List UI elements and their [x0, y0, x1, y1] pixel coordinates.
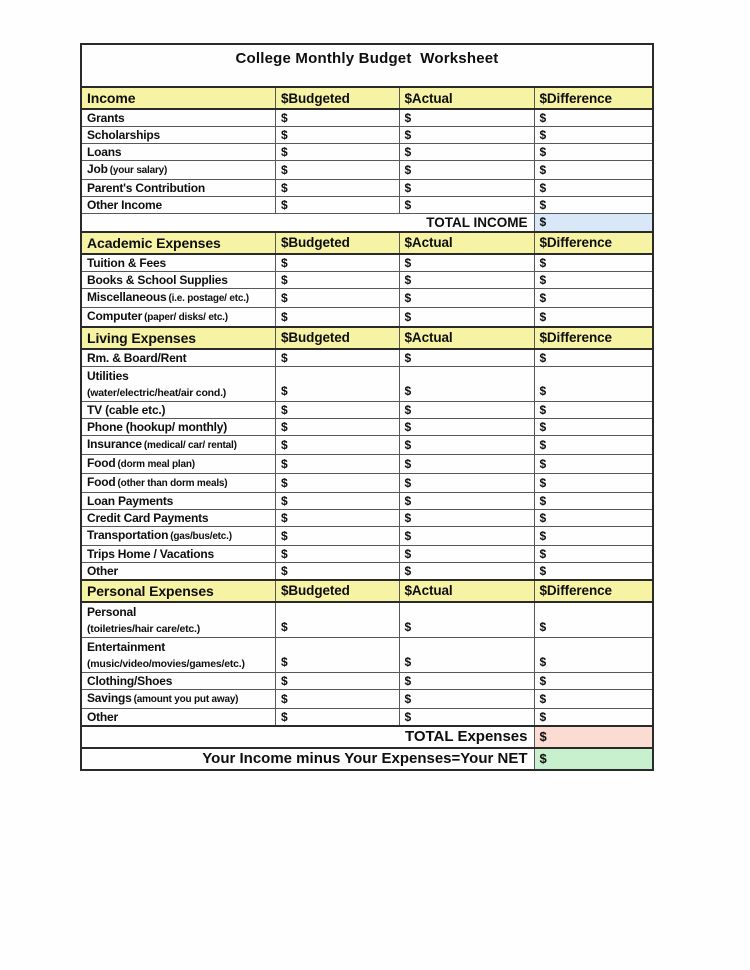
budgeted-amount-cell — [275, 689, 399, 708]
dollar-sign: $ — [280, 350, 288, 365]
row-sublabel: (i.e. postage/ etc.) — [168, 292, 249, 304]
table-row — [81, 637, 653, 672]
table-row — [81, 161, 653, 180]
column-header: $Difference — [534, 327, 653, 349]
dollar-sign: $ — [280, 272, 288, 287]
table-row — [81, 454, 653, 473]
budgeted-amount-cell — [275, 307, 399, 327]
dollar-sign: $ — [539, 198, 547, 212]
dollar-sign: $ — [280, 145, 288, 159]
dollar-sign: $ — [539, 419, 547, 434]
difference-amount-cell — [534, 672, 653, 689]
row-label: Transportation — [87, 527, 169, 542]
row-label: Food — [87, 455, 116, 470]
budget-table-rows — [81, 44, 653, 770]
total-expenses-row — [81, 726, 653, 748]
row-label: Other — [87, 563, 119, 578]
row-label-cell — [81, 288, 275, 307]
actual-amount-cell — [399, 197, 534, 214]
dollar-sign: $ — [280, 510, 288, 525]
table-row — [81, 127, 653, 144]
row-label-cell — [81, 144, 275, 161]
budgeted-amount-cell — [275, 271, 399, 288]
row-label-cell — [81, 526, 275, 545]
dollar-sign: $ — [404, 437, 412, 452]
table-row — [81, 509, 653, 526]
budgeted-amount-cell — [275, 366, 399, 401]
dollar-sign: $ — [404, 290, 412, 305]
dollar-sign: $ — [539, 181, 547, 195]
table-row — [81, 197, 653, 214]
column-header: $Difference — [534, 87, 653, 109]
difference-amount-cell — [534, 401, 653, 418]
section-header-row — [81, 87, 653, 109]
dollar-sign: $ — [539, 255, 547, 270]
difference-amount-cell — [534, 109, 653, 127]
dollar-sign: $ — [404, 145, 412, 159]
row-label-cell — [81, 689, 275, 708]
dollar-sign: $ — [404, 563, 412, 578]
actual-amount-cell — [399, 637, 534, 672]
table-row — [81, 435, 653, 454]
dollar-sign: $ — [539, 437, 547, 452]
row-label: Phone (hookup/ monthly) — [87, 419, 228, 434]
budgeted-amount-cell — [275, 454, 399, 473]
row-label: Savings — [87, 690, 132, 705]
difference-amount-cell — [534, 366, 653, 401]
total-income-row — [81, 214, 653, 232]
dollar-sign: $ — [280, 528, 288, 543]
dollar-sign: $ — [404, 255, 412, 270]
difference-amount-cell — [534, 509, 653, 526]
row-label-cell — [81, 637, 275, 672]
row-label: Credit Card Payments — [87, 510, 209, 525]
difference-amount-cell — [534, 492, 653, 509]
row-label: Utilities — [87, 368, 129, 383]
dollar-sign: $ — [280, 419, 288, 434]
actual-amount-cell — [399, 418, 534, 435]
table-row — [81, 349, 653, 367]
dollar-sign: $ — [404, 709, 412, 724]
net-label: Your Income minus Your Expenses=Your NET — [81, 748, 534, 770]
table-row — [81, 271, 653, 288]
row-sublabel: (music/video/movies/games/etc.) — [87, 657, 245, 670]
budgeted-amount-cell — [275, 418, 399, 435]
actual-amount-cell — [399, 435, 534, 454]
budgeted-amount-cell — [275, 197, 399, 214]
difference-amount-cell — [534, 307, 653, 327]
column-header: $Difference — [534, 580, 653, 602]
difference-amount-cell — [534, 473, 653, 492]
row-label: Entertainment — [87, 639, 166, 654]
row-label: Miscellaneous — [87, 289, 167, 304]
budgeted-amount-cell — [275, 637, 399, 672]
row-label: Other — [87, 709, 119, 724]
table-row — [81, 109, 653, 127]
difference-amount-cell — [534, 637, 653, 672]
row-label-cell — [81, 109, 275, 127]
table-row — [81, 526, 653, 545]
actual-amount-cell — [399, 526, 534, 545]
actual-amount-cell — [399, 602, 534, 638]
row-label-cell — [81, 271, 275, 288]
budgeted-amount-cell — [275, 161, 399, 180]
dollar-sign: $ — [539, 654, 547, 669]
row-label-cell — [81, 454, 275, 473]
dollar-sign: $ — [280, 456, 288, 471]
dollar-sign: $ — [539, 493, 547, 508]
actual-amount-cell — [399, 672, 534, 689]
row-sublabel: (toiletries/hair care/etc.) — [87, 622, 201, 635]
row-sublabel: (medical/ car/ rental) — [143, 439, 237, 451]
dollar-sign: $ — [280, 309, 288, 324]
dollar-sign: $ — [404, 528, 412, 543]
dollar-sign: $ — [539, 309, 547, 324]
row-label: Scholarships — [87, 128, 160, 142]
section-title: Living Expenses — [81, 327, 275, 349]
dollar-sign: $ — [404, 475, 412, 490]
dollar-sign: $ — [280, 654, 288, 669]
row-sublabel: (gas/bus/etc.) — [170, 530, 232, 542]
row-label: Books & School Supplies — [87, 272, 228, 287]
row-label: Rm. & Board/Rent — [87, 350, 187, 365]
actual-amount-cell — [399, 180, 534, 197]
dollar-sign: $ — [404, 673, 412, 688]
row-label-cell — [81, 602, 275, 638]
dollar-sign: $ — [280, 402, 288, 417]
dollar-sign: $ — [404, 111, 412, 125]
actual-amount-cell — [399, 349, 534, 367]
table-row — [81, 144, 653, 161]
dollar-sign: $ — [280, 709, 288, 724]
section-header-row — [81, 327, 653, 349]
budgeted-amount-cell — [275, 545, 399, 562]
dollar-sign: $ — [280, 255, 288, 270]
difference-amount-cell — [534, 271, 653, 288]
dollar-sign: $ — [404, 654, 412, 669]
row-sublabel: (paper/ disks/ etc.) — [144, 311, 228, 323]
dollar-sign: $ — [539, 563, 547, 578]
dollar-sign: $ — [539, 145, 547, 159]
table-row — [81, 180, 653, 197]
row-label: Loans — [87, 145, 122, 159]
actual-amount-cell — [399, 127, 534, 144]
difference-amount-cell — [534, 526, 653, 545]
section-title: Income — [81, 87, 275, 109]
dollar-sign: $ — [280, 493, 288, 508]
difference-amount-cell — [534, 708, 653, 726]
difference-amount-cell — [534, 602, 653, 638]
column-header: $Budgeted — [275, 327, 399, 349]
table-row — [81, 708, 653, 726]
row-label-cell — [81, 435, 275, 454]
dollar-sign: $ — [404, 402, 412, 417]
net-row — [81, 748, 653, 770]
dollar-sign: $ — [539, 290, 547, 305]
actual-amount-cell — [399, 109, 534, 127]
actual-amount-cell — [399, 708, 534, 726]
actual-amount-cell — [399, 271, 534, 288]
table-row — [81, 492, 653, 509]
dollar-sign: $ — [404, 619, 412, 634]
dollar-sign: $ — [539, 111, 547, 125]
budgeted-amount-cell — [275, 435, 399, 454]
row-label-cell — [81, 180, 275, 197]
budgeted-amount-cell — [275, 254, 399, 272]
dollar-sign: $ — [539, 272, 547, 287]
actual-amount-cell — [399, 509, 534, 526]
dollar-sign: $ — [280, 128, 288, 142]
row-label-cell — [81, 307, 275, 327]
section-title: Personal Expenses — [81, 580, 275, 602]
actual-amount-cell — [399, 254, 534, 272]
actual-amount-cell — [399, 545, 534, 562]
table-row — [81, 672, 653, 689]
row-label: Insurance — [87, 436, 142, 451]
row-label: Personal — [87, 604, 137, 619]
dollar-sign: $ — [280, 475, 288, 490]
dollar-sign: $ — [280, 181, 288, 195]
dollar-sign: $ — [280, 111, 288, 125]
dollar-sign: $ — [404, 383, 412, 398]
row-label-cell — [81, 127, 275, 144]
dollar-sign: $ — [404, 691, 412, 706]
dollar-sign: $ — [539, 128, 547, 142]
dollar-sign: $ — [539, 510, 547, 525]
dollar-sign: $ — [539, 546, 547, 561]
row-label-cell — [81, 161, 275, 180]
dollar-sign: $ — [539, 528, 547, 543]
budgeted-amount-cell — [275, 708, 399, 726]
dollar-sign: $ — [539, 619, 547, 634]
difference-amount-cell — [534, 545, 653, 562]
budgeted-amount-cell — [275, 180, 399, 197]
row-sublabel: (other than dorm meals) — [117, 477, 228, 489]
actual-amount-cell — [399, 689, 534, 708]
row-label: Computer — [87, 308, 143, 323]
difference-amount-cell — [534, 144, 653, 161]
row-sublabel: (amount you put away) — [133, 693, 239, 705]
difference-amount-cell — [534, 349, 653, 367]
dollar-sign: $ — [280, 619, 288, 634]
dollar-sign: $ — [404, 198, 412, 212]
budgeted-amount-cell — [275, 127, 399, 144]
dollar-sign: $ — [404, 163, 412, 177]
dollar-sign: $ — [280, 163, 288, 177]
difference-amount-cell — [534, 127, 653, 144]
dollar-sign: $ — [404, 350, 412, 365]
budgeted-amount-cell — [275, 144, 399, 161]
section-title: Academic Expenses — [81, 232, 275, 254]
dollar-sign: $ — [404, 419, 412, 434]
row-label-cell — [81, 418, 275, 435]
row-label: Food — [87, 474, 116, 489]
dollar-sign: $ — [280, 691, 288, 706]
dollar-sign: $ — [280, 198, 288, 212]
table-row — [81, 689, 653, 708]
row-label: Tuition & Fees — [87, 255, 166, 270]
dollar-sign: $ — [280, 437, 288, 452]
dollar-sign: $ — [404, 181, 412, 195]
dollar-sign: $ — [280, 546, 288, 561]
section-header-row — [81, 232, 653, 254]
row-label-cell — [81, 562, 275, 580]
row-label-cell — [81, 708, 275, 726]
budgeted-amount-cell — [275, 526, 399, 545]
actual-amount-cell — [399, 307, 534, 327]
table-row — [81, 366, 653, 401]
column-header: $Actual — [399, 580, 534, 602]
row-label-cell — [81, 254, 275, 272]
budgeted-amount-cell — [275, 492, 399, 509]
row-sublabel: (dorm meal plan) — [117, 458, 195, 470]
difference-amount-cell — [534, 254, 653, 272]
dollar-sign: $ — [539, 383, 547, 398]
section-header-row — [81, 580, 653, 602]
dollar-sign: $ — [539, 350, 547, 365]
row-label-cell — [81, 366, 275, 401]
row-label: Trips Home / Vacations — [87, 546, 214, 561]
table-row — [81, 254, 653, 272]
column-header: $Actual — [399, 327, 534, 349]
column-header: $Difference — [534, 232, 653, 254]
table-row — [81, 473, 653, 492]
table-row — [81, 562, 653, 580]
budgeted-amount-cell — [275, 288, 399, 307]
dollar-sign: $ — [539, 456, 547, 471]
dollar-sign: $ — [539, 673, 547, 688]
budgeted-amount-cell — [275, 509, 399, 526]
column-header: $Budgeted — [275, 232, 399, 254]
row-label: Grants — [87, 111, 125, 125]
dollar-sign: $ — [280, 290, 288, 305]
total-income-label: TOTAL INCOME — [81, 214, 534, 232]
row-label-cell — [81, 197, 275, 214]
actual-amount-cell — [399, 366, 534, 401]
budgeted-amount-cell — [275, 672, 399, 689]
row-label: Job — [87, 162, 108, 176]
row-label-cell — [81, 349, 275, 367]
worksheet-title: College Monthly Budget Worksheet — [81, 44, 653, 87]
difference-amount-cell — [534, 197, 653, 214]
dollar-sign: $ — [539, 475, 547, 490]
difference-amount-cell — [534, 689, 653, 708]
dollar-sign: $ — [404, 272, 412, 287]
dollar-sign: $ — [539, 163, 547, 177]
dollar-sign: $ — [404, 309, 412, 324]
actual-amount-cell — [399, 401, 534, 418]
dollar-sign: $ — [280, 563, 288, 578]
row-label-cell — [81, 545, 275, 562]
budgeted-amount-cell — [275, 473, 399, 492]
total-expenses-label: TOTAL Expenses — [81, 726, 534, 748]
budgeted-amount-cell — [275, 562, 399, 580]
total-expenses-value: $ — [534, 726, 653, 748]
dollar-sign: $ — [404, 493, 412, 508]
dollar-sign: $ — [404, 456, 412, 471]
row-label: Loan Payments — [87, 493, 174, 508]
actual-amount-cell — [399, 562, 534, 580]
budget-table — [80, 43, 654, 771]
table-row — [81, 401, 653, 418]
title-row — [81, 44, 653, 87]
difference-amount-cell — [534, 562, 653, 580]
dollar-sign: $ — [404, 546, 412, 561]
table-row — [81, 307, 653, 327]
row-sublabel: (your salary) — [109, 165, 168, 176]
difference-amount-cell — [534, 454, 653, 473]
row-sublabel: (water/electric/heat/air cond.) — [87, 386, 227, 399]
dollar-sign: $ — [404, 510, 412, 525]
column-header: $Budgeted — [275, 87, 399, 109]
table-row — [81, 418, 653, 435]
actual-amount-cell — [399, 492, 534, 509]
row-label-cell — [81, 672, 275, 689]
row-label-cell — [81, 509, 275, 526]
difference-amount-cell — [534, 180, 653, 197]
dollar-sign: $ — [280, 383, 288, 398]
column-header: $Actual — [399, 232, 534, 254]
row-label-cell — [81, 401, 275, 418]
column-header: $Actual — [399, 87, 534, 109]
budgeted-amount-cell — [275, 349, 399, 367]
budgeted-amount-cell — [275, 109, 399, 127]
difference-amount-cell — [534, 418, 653, 435]
actual-amount-cell — [399, 144, 534, 161]
row-label: Clothing/Shoes — [87, 673, 173, 688]
actual-amount-cell — [399, 454, 534, 473]
row-label: TV (cable etc.) — [87, 402, 166, 417]
actual-amount-cell — [399, 288, 534, 307]
budgeted-amount-cell — [275, 401, 399, 418]
dollar-sign: $ — [404, 128, 412, 142]
dollar-sign: $ — [280, 673, 288, 688]
row-label-cell — [81, 492, 275, 509]
difference-amount-cell — [534, 288, 653, 307]
budgeted-amount-cell — [275, 602, 399, 638]
row-label: Parent's Contribution — [87, 181, 205, 195]
table-row — [81, 545, 653, 562]
difference-amount-cell — [534, 435, 653, 454]
dollar-sign: $ — [539, 709, 547, 724]
net-value: $ — [534, 748, 653, 770]
dollar-sign: $ — [539, 402, 547, 417]
table-row — [81, 288, 653, 307]
actual-amount-cell — [399, 161, 534, 180]
row-label-cell — [81, 473, 275, 492]
actual-amount-cell — [399, 473, 534, 492]
row-label: Other Income — [87, 198, 162, 212]
dollar-sign: $ — [539, 691, 547, 706]
table-row — [81, 602, 653, 638]
total-income-value: $ — [534, 214, 653, 232]
difference-amount-cell — [534, 161, 653, 180]
column-header: $Budgeted — [275, 580, 399, 602]
